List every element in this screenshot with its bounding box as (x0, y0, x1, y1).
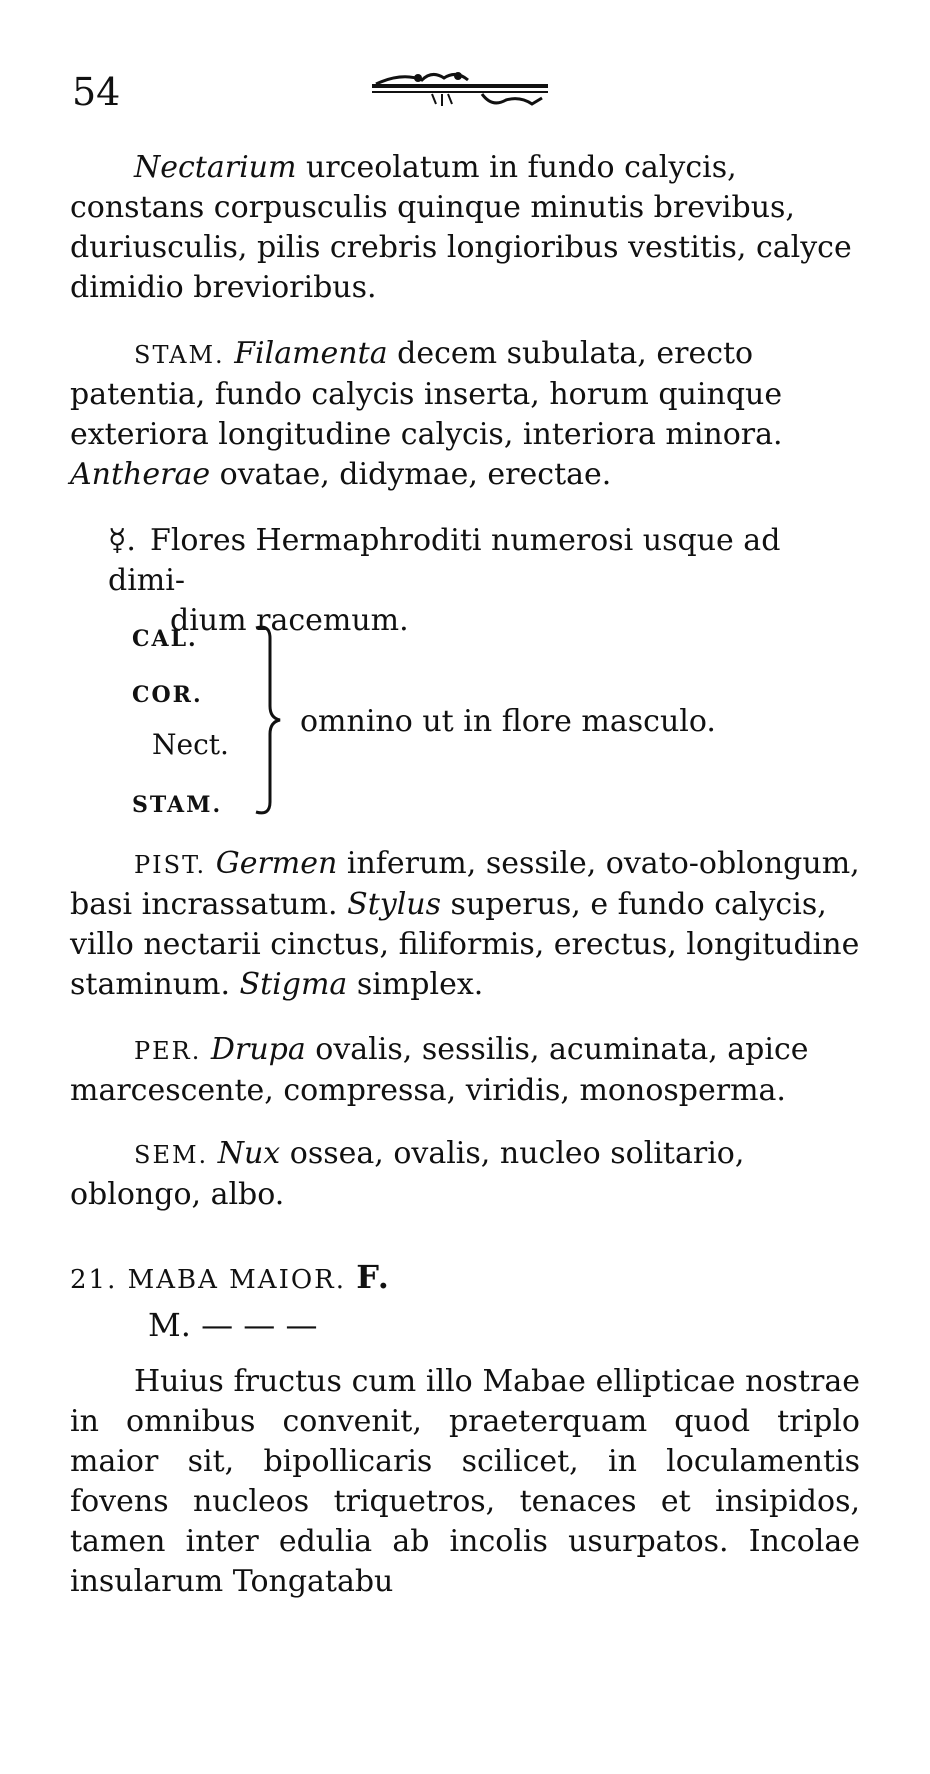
species-author: F. (356, 1258, 391, 1296)
label-nect: Nect. (152, 728, 229, 761)
label-stam: STAM. (134, 341, 225, 369)
term-drupa: Drupa (210, 1032, 306, 1067)
species-number: 21. (70, 1265, 118, 1295)
paragraph-huius: Huius fructus cum illo Mabae ellipticae nostrae in omnibus convenit, praeterquam quod triplo maior sit, bipollicaris scilicet, in loculamentis fovens nucleos triquetros, tenaces et insipidos, tamen inter edulia ab incolis usurpatos. Incolae insularum Tongatabu (70, 1364, 860, 1599)
label-sem: SEM. (134, 1141, 209, 1169)
term-nectarium: Nectarium (134, 150, 297, 185)
text-filamenta: decem subulata, erecto patentia, fundo calycis inserta, horum quinque exteriora longitudine calycis, interiora minora. (70, 336, 783, 452)
paragraph-hermaphroditi (108, 521, 860, 641)
mercury-symbol: ☿. (108, 523, 136, 558)
text-stigma: simplex. (347, 967, 484, 1002)
page-number: 54 (72, 70, 121, 114)
term-germen: Germen (215, 846, 338, 881)
text-nectarium: urceolatum in fundo calycis, constans corpusculis quinque minutis brevibus, duriusculis, pilis crebris longioribus vestitis, calyce dimidio brevioribus. (70, 150, 852, 305)
hermaphroditi-line1: Flores Hermaphroditi numerosi usque ad dimi- (108, 523, 781, 598)
paragraph-stam (70, 334, 860, 495)
term-filamenta: Filamenta (234, 336, 388, 371)
brace-icon (252, 622, 282, 818)
paragraph-sem (70, 1134, 860, 1215)
label-stam-list: STAM. (132, 792, 223, 818)
ornament-icon (372, 68, 552, 112)
term-stigma: Stigma (239, 967, 348, 1002)
text-germen: inferum, sessile, ovato-oblongum, basi incrassatum. (70, 846, 860, 922)
label-cor: COR. (132, 682, 203, 708)
paragraph-nectarium (70, 148, 860, 308)
species-name: MABA MAIOR. (127, 1265, 346, 1295)
term-antherae: Antherae (70, 457, 211, 492)
term-stylus: Stylus (347, 887, 442, 922)
text-stylus: superus, e fundo calycis, villo nectarii cinctus, filiformis, erectus, longitudine staminum. (70, 887, 860, 1002)
m-line: M. — — — (148, 1306, 318, 1344)
term-nux: Nux (217, 1136, 281, 1171)
label-cal: CAL. (132, 626, 198, 652)
text-antherae: ovatae, didymae, erectae. (210, 457, 612, 492)
text-nux: ossea, ovalis, nucleo solitario, oblongo, albo. (70, 1136, 745, 1212)
paragraph-per (70, 1030, 860, 1111)
species-heading (70, 1258, 391, 1296)
label-per: PER. (134, 1037, 202, 1065)
brace-text: omnino ut in flore masculo. (300, 704, 716, 739)
text-drupa: ovalis, sessilis, acuminata, apice marcescente, compressa, viridis, monosperma. (70, 1032, 809, 1108)
hermaphroditi-line2: dium racemum. (170, 603, 409, 638)
paragraph-pist (70, 844, 860, 1005)
label-pist: PIST. (134, 851, 207, 879)
